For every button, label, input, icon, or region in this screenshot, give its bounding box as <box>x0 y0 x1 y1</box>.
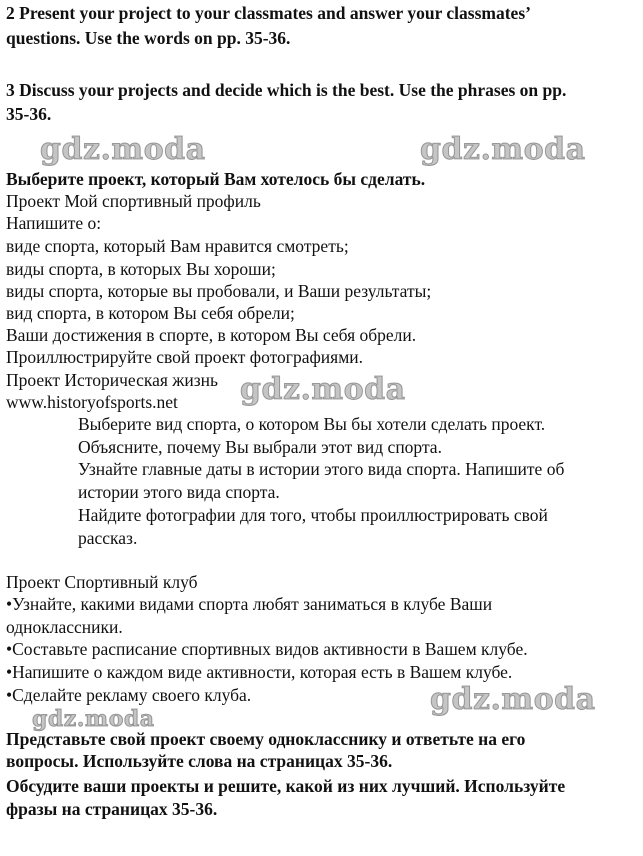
project2-website: www.historyofsports.net <box>6 392 178 412</box>
project1-write: Напишите о: <box>6 213 102 233</box>
project3-item: •Сделайте рекламу своего клуба. <box>6 685 252 705</box>
project2-item: рассказ. <box>78 528 138 548</box>
project2-title: Проект Историческая жизнь <box>6 370 219 390</box>
project2-item: Найдите фотографии для того, чтобы проиллюстрировать свой <box>78 505 548 525</box>
watermark-logo: gdz.moda <box>430 682 596 717</box>
project1-item: Проиллюстрируйте свой проект фотографиями. <box>6 347 364 367</box>
watermark-logo: gdz.moda <box>240 372 406 407</box>
task3-english-line2: 35-36. <box>6 104 52 124</box>
task3-russian-line1: Обсудите ваши проекты и решите, какой из них лучший. Используйте <box>6 776 566 796</box>
russian-heading: Выберите проект, который Вам хотелось бы сделать. <box>6 169 426 189</box>
project2-item: Выберите вид спорта, о котором Вы бы хотели сделать проект. <box>78 414 546 434</box>
project3-title: Проект Спортивный клуб <box>6 572 198 592</box>
task2-russian-line1: Представьте свой проект своему однокласснику и ответьте на его <box>6 729 526 749</box>
project3-item: •Узнайте, какими видами спорта любят заниматься в клубе Ваши <box>6 594 493 614</box>
task3-russian-line2: фразы на страницах 35-36. <box>6 799 218 819</box>
project1-item: виде спорта, который Вам нравится смотреть; <box>6 236 349 256</box>
project2-item: Объясните, почему Вы выбрали этот вид спорта. <box>78 437 442 457</box>
task2-russian-line2: вопросы. Используйте слова на страницах 35-36. <box>6 751 393 771</box>
project2-item: Узнайте главные даты в истории этого вида спорта. Напишите об <box>78 459 565 479</box>
project2-item: истории этого вида спорта. <box>78 482 280 502</box>
project1-item: виды спорта, в которых Вы хороши; <box>6 259 276 279</box>
watermark-logo: gdz.moda <box>32 706 155 732</box>
watermark-logo: gdz.moda <box>40 132 206 167</box>
project3-item: •Напишите о каждом виде активности, которая есть в Вашем клубе. <box>6 662 513 682</box>
task2-english-line1: 2 Present your project to your classmates and answer your classmates’ <box>6 3 531 23</box>
project1-item: вид спорта, в котором Вы себя обрели; <box>6 303 295 323</box>
watermark-logo: gdz.moda <box>420 132 586 167</box>
project1-title: Проект Мой спортивный профиль <box>6 191 261 211</box>
project3-item: одноклассники. <box>6 617 123 637</box>
project1-item: Ваши достижения в спорте, в котором Вы себя обрели. <box>6 325 417 345</box>
task3-english-line1: 3 Discuss your projects and decide which is the best. Use the phrases on pp. <box>6 80 567 100</box>
project1-item: виды спорта, которые вы пробовали, и Ваши результаты; <box>6 281 432 301</box>
task2-english-line2: questions. Use the words on pp. 35-36. <box>6 28 291 48</box>
project3-item: •Составьте расписание спортивных видов активности в Вашем клубе. <box>6 639 528 659</box>
